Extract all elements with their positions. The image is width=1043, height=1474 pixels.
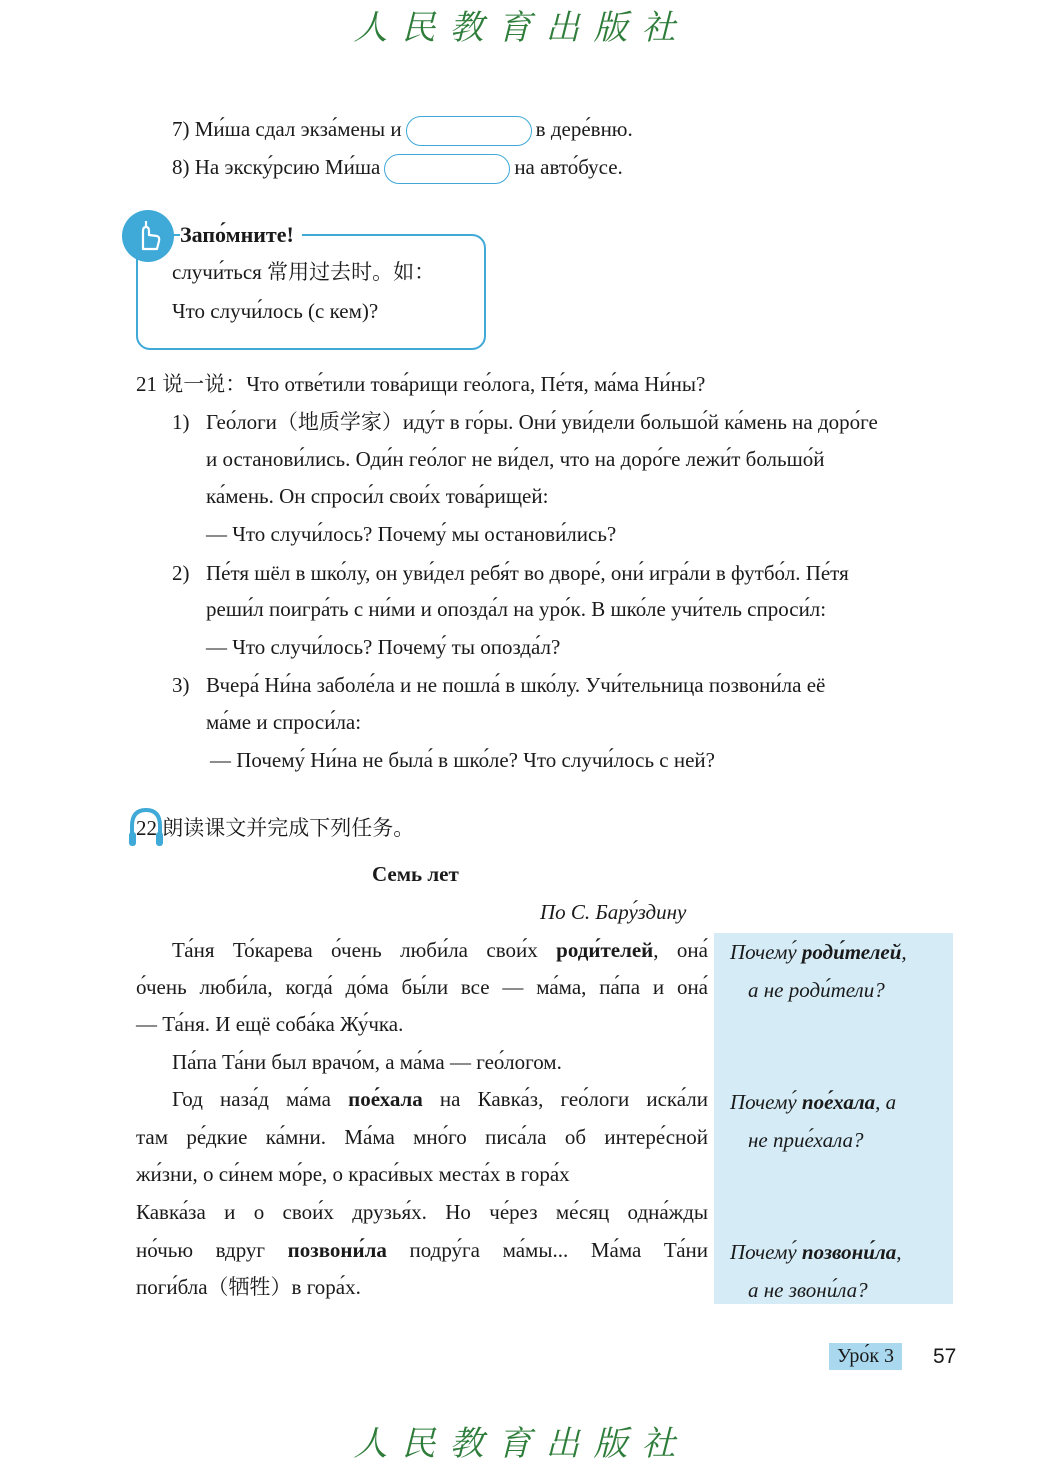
ex21-item-1-line: Гео́логи（地质学家）иду́т в го́ры. Они́ уви́дели большо́й ка́мень на доро́ге	[206, 410, 878, 434]
ex22-header	[136, 816, 414, 841]
ex21-item-3-line: ма́ме и спроси́ла:	[206, 710, 362, 734]
sidebar-question-3-line2: а не звони́ла?	[748, 1278, 868, 1302]
ex22-number: 22	[136, 816, 157, 840]
ex21-item-3-line: — Почему́ Ни́на не была́ в шко́ле? Что случи́лось с ней?	[210, 748, 715, 772]
text-line: о́чень люби́ла, когда́ до́ма бы́ли все — ма́ма, па́па и она́	[136, 975, 708, 999]
text-line: жи́зни, о си́нем мо́ре, о краси́вых места́х в гора́х	[136, 1162, 570, 1186]
ex22-prompt: 朗读课文并完成下列任务。	[162, 816, 415, 840]
text-line: Па́па Та́ни был врачо́м, а ма́ма — гео́логом.	[172, 1050, 562, 1074]
publisher-footer: 人民教育出版社	[353, 1424, 690, 1464]
text-line: поги́бла（牺牲）в гора́х.	[136, 1275, 361, 1299]
text-line: Та́ня То́карева о́чень люби́ла свои́х роди́телей, она́	[172, 938, 708, 962]
item-8: 8) На экску́рсию Ми́ша на авто́бусе.	[172, 154, 623, 184]
remember-title: Запо́мните!	[180, 222, 302, 248]
ex21-item-1-line: — Что случи́лось? Почему́ мы останови́лись?	[206, 522, 617, 546]
remember-box	[136, 234, 486, 350]
sidebar-question-3: Почему́ позвони́ла,	[730, 1240, 902, 1264]
ex21-item-1-num: 1)	[172, 410, 190, 434]
ex21-item-2-line: — Что случи́лось? Почему́ ты опозда́л?	[206, 635, 561, 659]
remember-line-1: случи́ться 常用过去时。如：	[172, 260, 436, 284]
ex21-prompt: 说一说：Что отве́тили това́рищи гео́лога, Пе́тя, ма́ма Ни́ны?	[162, 372, 706, 396]
ex21-header	[136, 372, 705, 397]
blank-input-7[interactable]	[406, 116, 532, 146]
lesson-badge: Уро́к 3	[829, 1343, 902, 1370]
sidebar-question-2-line2: не прие́хала?	[748, 1128, 864, 1152]
text-line: но́чью вдруг позвони́ла подру́га ма́мы... Ма́ма Та́ни	[136, 1238, 709, 1262]
page-number: 57	[933, 1345, 957, 1368]
remember-line-2: Что случи́лось (с кем)?	[172, 299, 379, 323]
sidebar-question-2: Почему́ пое́хала, а	[730, 1090, 897, 1114]
sidebar-question-1: Почему́ роди́телей,	[730, 940, 907, 964]
remember-rule	[326, 234, 456, 236]
text-line: там ре́дкие ка́мни. Ма́ма мно́го писа́ла об интере́сной	[136, 1125, 708, 1149]
ex21-number: 21	[136, 372, 157, 396]
publisher-header: 人民教育出版社	[353, 8, 690, 48]
ex21-item-2-line: реши́л поигра́ть с ни́ми и опозда́л на уро́к. В шко́ле учи́тель спроси́л:	[206, 597, 827, 621]
ex21-item-2-num: 2)	[172, 561, 190, 585]
ex21-item-1-line: и останови́лись. Оди́н гео́лог не ви́дел, что на доро́ге лежи́т большо́й	[206, 447, 825, 471]
ex21-item-3-num: 3)	[172, 673, 190, 697]
text-line: Год наза́д ма́ма пое́хала на Кавка́з, гео́логи иска́ли	[172, 1087, 709, 1111]
text-author: По С. Бару́здину	[540, 900, 687, 924]
ex21-item-2-line: Пе́тя шёл в шко́лу, он уви́дел ребя́т во дворе́, они́ игра́ли в футбо́л. Пе́тя	[206, 561, 849, 585]
text-title: Семь лет	[372, 862, 459, 886]
ex21-item-1-line: ка́мень. Он спроси́л свои́х това́рищей:	[206, 484, 549, 508]
pointing-hand-icon	[122, 210, 174, 262]
text-line: — Та́ня. И ещё соба́ка Жу́чка.	[136, 1012, 404, 1036]
item-7: 7) Ми́ша сдал экза́мены и в дере́вню.	[172, 116, 633, 146]
sidebar-question-1-line2: а не роди́тели?	[748, 978, 885, 1002]
ex21-item-3-line: Вчера́ Ни́на заболе́ла и не пошла́ в шко́лу. Учи́тельница позвони́ла её	[206, 673, 826, 697]
text-line: Кавка́за и о свои́х друзья́х. Но че́рез ме́сяц одна́жды	[136, 1200, 708, 1224]
blank-input-8[interactable]	[384, 154, 510, 184]
